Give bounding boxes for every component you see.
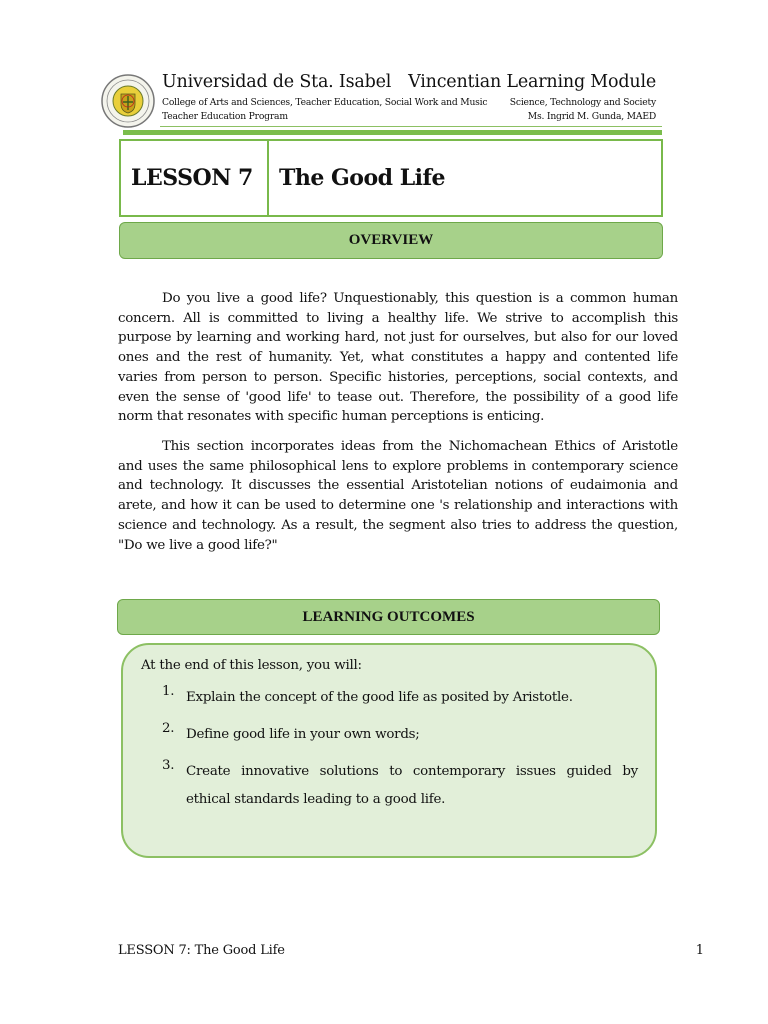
outcome-item [162,758,638,814]
overview-heading: OVERVIEW [119,222,663,259]
overview-paragraph-2: This section incorporates ideas from the Nichomachean Ethics of Aristotle and uses the same philosophical lens to explore problems in contemporary science and technology. It discusses the essential Aristotelian notions of eudaimonia and arete, and how it can be used to determine one 's relationship and interactions with science and technology. As a result, the segment also tries to address the question, "Do we live a good life?" [118,439,678,553]
university-seal-logo [101,74,155,128]
outcome-item [162,721,638,749]
lesson-number: LESSON 7 [121,141,269,215]
outcome-text: Define good life in your own words; [186,727,420,742]
lesson-title-box [119,139,663,217]
learning-outcomes-box [121,643,657,858]
outcome-item [162,684,638,712]
outcome-number: 1. [162,684,175,699]
subject-name: Science, Technology and Society [509,97,656,108]
college-name: College of Arts and Sciences, Teacher Education, Social Work and Music [162,97,488,108]
header-divider-thick [123,130,662,135]
outcomes-intro: At the end of this lesson, you will: [141,658,362,673]
university-name: Universidad de Sta. Isabel [162,72,392,92]
program-name: Teacher Education Program [162,111,288,122]
overview-paragraph-1: Do you live a good life? Unquestionably, this question is a common human concern. All is committed to living a healthy life. We strive to accomplish this purpose by learning and working hard, not just for ourselves, but also for our loved ones and the rest of humanity. Yet, what constitutes a happy and contented life varies from person to person. Specific histories, perceptions, social contexts, and even the sense of 'good life' to tease out. Therefore, the possibility of a good life norm that resonates with specific human perceptions is enticing. [118,291,678,425]
outcome-number: 2. [162,721,175,736]
footer-lesson-label: LESSON 7: The Good Life [118,943,285,958]
header-divider-thin [160,126,662,127]
lesson-title: The Good Life [279,165,445,191]
outcome-text: Explain the concept of the good life as posited by Aristotle. [186,690,573,705]
teacher-name: Ms. Ingrid M. Gunda, MAED [527,111,656,122]
outcome-number: 3. [162,758,175,773]
learning-outcomes-heading: LEARNING OUTCOMES [117,599,660,635]
outcome-text: Create innovative solutions to contemporary issues guided by ethical standards leading to a good life. [186,764,638,807]
module-name: Vincentian Learning Module [408,72,656,92]
page-number: 1 [695,943,704,958]
